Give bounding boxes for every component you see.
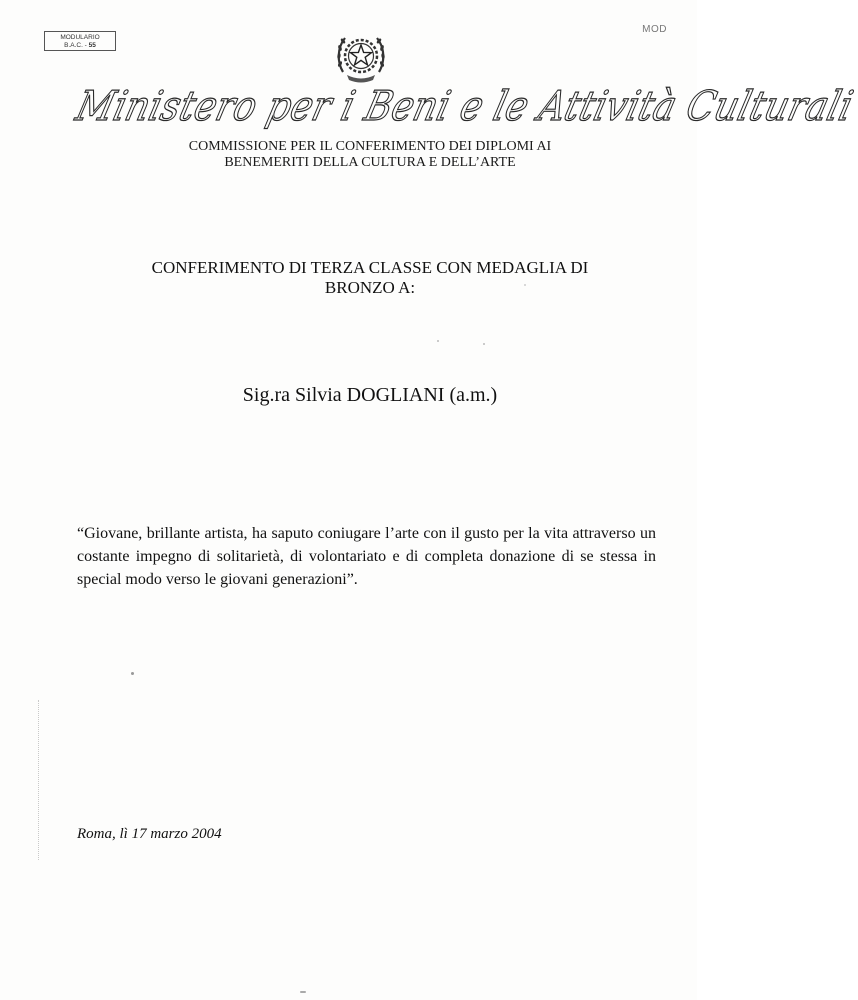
commission-line1: COMMISSIONE PER IL CONFERIMENTO DEI DIPLOMI AI	[188, 139, 552, 154]
scan-speck	[483, 343, 485, 345]
recipient-name: Sig.ra Silvia DOGLIANI (a.m.)	[242, 384, 498, 406]
form-code-line2	[45, 42, 115, 50]
citation-text: “Giovane, brillante artista, ha saputo coniugare l’arte con il gusto per la vita attraverso un costante impegno di solitarietà, di volontariato e di completa donazione di se stessa in special modo verso le giovani generazioni”.	[77, 525, 656, 588]
commission-line2: BENEMERITI DELLA CULTURA E DELL’ARTE	[224, 155, 516, 170]
scan-speck	[300, 991, 306, 993]
scan-speck	[131, 672, 134, 675]
commission-heading	[130, 139, 610, 171]
margin-mark	[38, 700, 40, 860]
corner-code: MOD	[642, 24, 667, 35]
form-code-line1: MODULARIO	[60, 34, 100, 41]
scan-speck	[524, 284, 526, 286]
republic-emblem-icon	[333, 28, 389, 86]
form-code-number: 55	[88, 42, 96, 49]
form-code-prefix: B.A.C. -	[64, 42, 89, 49]
conferimento-line2: BRONZO A:	[324, 278, 416, 297]
place-date: Roma, lì 17 marzo 2004	[77, 826, 222, 842]
ministry-name: Ministero per i Beni e le Attività Culturali	[71, 82, 858, 130]
form-code-box	[44, 31, 116, 51]
conferimento-line1: CONFERIMENTO DI TERZA CLASSE CON MEDAGLIA DI	[151, 258, 589, 277]
conferimento-heading	[90, 258, 650, 298]
scan-speck	[437, 340, 439, 342]
